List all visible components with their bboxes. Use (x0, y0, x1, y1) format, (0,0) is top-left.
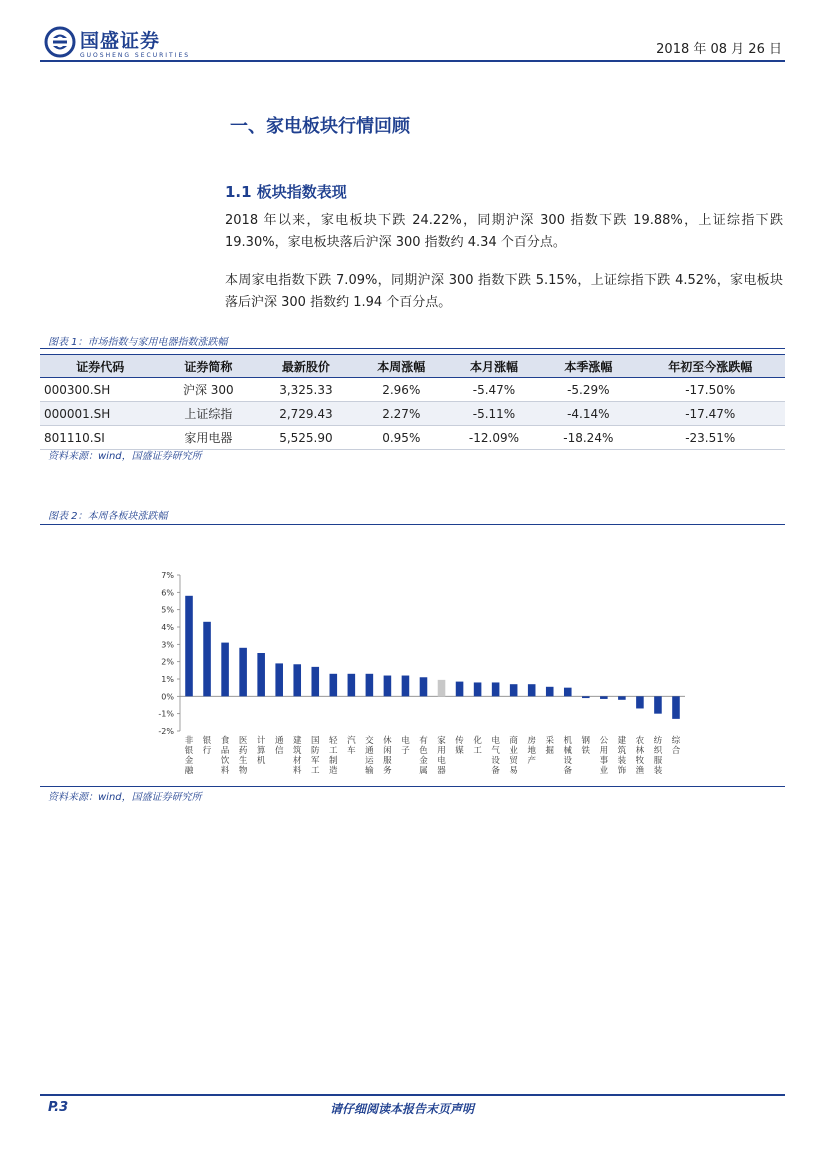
col-header-price: 最新股价 (256, 355, 356, 378)
paragraph-ytd: 2018 年以来，家电板块下跌 24.22%，同期沪深 300 指数下跌 19.88%，上证综指下跌 19.30%，家电板块落后沪深 300 指数约 4.34 个百分点。 (225, 213, 783, 250)
bar (402, 676, 410, 697)
x-tick-label: 汽车 (347, 736, 356, 756)
bar (492, 682, 500, 696)
col-header-code: 证券代码 (40, 355, 161, 378)
x-tick-label: 医药生物 (238, 736, 248, 776)
bar (384, 676, 392, 697)
bar (311, 667, 319, 696)
sector-bar-chart (140, 560, 700, 780)
market-index-table (40, 354, 785, 450)
table-header-row (40, 355, 785, 378)
figure2-bottom-rule (40, 786, 785, 787)
x-tick-label: 有色金属 (419, 736, 428, 776)
bar (654, 696, 662, 713)
bar (618, 696, 626, 699)
bar (528, 684, 536, 696)
bar (185, 596, 193, 697)
y-tick-label: 6% (161, 588, 174, 598)
y-tick-label: 1% (161, 675, 174, 684)
bar (257, 653, 265, 696)
cell-name: 上证综指 (161, 402, 256, 426)
x-tick-label: 国防军工 (311, 736, 320, 776)
cell-name: 家用电器 (161, 426, 256, 450)
cell-month: -12.09% (447, 426, 541, 450)
bar (221, 643, 229, 697)
y-tick-label: 2% (161, 657, 174, 667)
brand-name: 国盛证券 (80, 30, 161, 52)
cell-ytd: -17.47% (636, 402, 786, 426)
cell-week: 2.96% (356, 378, 447, 402)
y-tick-label: 3% (161, 640, 174, 650)
table1-caption: 图表 1：市场指数与家用电器指数涨跌幅 (48, 337, 228, 348)
x-tick-label: 休闲服务 (383, 736, 392, 776)
section-title: 一、家电板块行情回顾 (230, 116, 410, 137)
bar (203, 622, 211, 697)
page-number: P.3 (48, 1100, 69, 1115)
y-tick-label: 7% (161, 571, 174, 580)
bar (239, 648, 247, 697)
cell-code: 000001.SH (40, 402, 161, 426)
bar (420, 677, 428, 696)
table1-caption-rule (40, 348, 785, 349)
table1-source: 资料来源：wind，国盛证券研究所 (48, 451, 202, 462)
x-tick-label: 传媒 (455, 736, 464, 756)
disclaimer-note: 请仔细阅读本报告末页声明 (330, 1102, 475, 1116)
bar (275, 663, 283, 696)
table-row (40, 378, 785, 402)
x-tick-label: 房地产 (527, 736, 536, 766)
figure2-source: 资料来源：wind，国盛证券研究所 (48, 792, 202, 803)
x-tick-label: 建筑材料 (292, 736, 302, 776)
footer-divider (40, 1094, 785, 1096)
y-tick-label: 0% (161, 692, 174, 702)
cell-code: 801110.SI (40, 426, 161, 450)
report-date: 2018 年 08 月 26 日 (656, 42, 782, 57)
col-header-month: 本月涨幅 (447, 355, 541, 378)
cell-month: -5.47% (447, 378, 541, 402)
logo-icon (44, 26, 76, 58)
cell-month: -5.11% (447, 402, 541, 426)
bar (293, 664, 301, 696)
y-tick-label: 5% (161, 605, 174, 615)
x-tick-label: 化工 (473, 736, 482, 756)
table-row (40, 402, 785, 426)
x-tick-label: 计算机 (256, 736, 266, 766)
bar (366, 674, 374, 697)
x-tick-label: 食品饮料 (220, 736, 230, 776)
x-tick-label: 轻工制造 (329, 736, 338, 776)
col-header-week: 本周涨幅 (356, 355, 447, 378)
bar (348, 674, 356, 697)
col-header-name: 证券简称 (161, 355, 256, 378)
cell-quarter: -18.24% (541, 426, 635, 450)
figure2-caption-rule (40, 524, 785, 525)
bar (330, 674, 338, 697)
cell-price: 3,325.33 (256, 378, 356, 402)
x-tick-label: 家用电器 (437, 736, 446, 776)
x-tick-label: 建筑装饰 (617, 736, 627, 776)
x-tick-label: 通信 (274, 736, 284, 756)
figure2-caption: 图表 2：本周各板块涨跌幅 (48, 511, 168, 522)
x-tick-label: 电气设备 (491, 736, 500, 776)
cell-ytd: -23.51% (636, 426, 786, 450)
bar (564, 688, 572, 697)
x-tick-label: 电子 (401, 736, 410, 756)
bar (456, 682, 464, 697)
x-tick-label: 公用事业 (599, 736, 609, 776)
cell-code: 000300.SH (40, 378, 161, 402)
x-tick-label: 交通运输 (365, 736, 374, 776)
brand-logo (44, 24, 191, 64)
col-header-ytd: 年初至今涨跌幅 (636, 355, 786, 378)
x-tick-label: 综合 (671, 736, 681, 756)
x-tick-label: 农林牧渔 (635, 736, 645, 776)
y-tick-label: 4% (161, 623, 174, 632)
y-tick-label: -1% (158, 709, 174, 719)
bar (582, 696, 590, 698)
cell-ytd: -17.50% (636, 378, 786, 402)
x-tick-label: 商业贸易 (509, 736, 518, 776)
header-divider (40, 60, 785, 62)
x-tick-label: 非银金融 (184, 736, 194, 776)
x-tick-label: 纺织服装 (653, 736, 663, 776)
col-header-quarter: 本季涨幅 (541, 355, 635, 378)
x-tick-label: 银行 (202, 736, 212, 756)
bar (546, 687, 554, 697)
cell-week: 2.27% (356, 402, 447, 426)
x-tick-label: 采掘 (545, 736, 554, 756)
cell-quarter: -5.29% (541, 378, 635, 402)
bar (600, 696, 608, 699)
subsection-title: 1.1 板块指数表现 (225, 183, 347, 201)
bar (438, 680, 446, 696)
cell-week: 0.95% (356, 426, 447, 450)
brand-subname: GUOSHENG SECURITIES (80, 52, 191, 59)
bar (510, 684, 518, 696)
cell-name: 沪深 300 (161, 378, 256, 402)
bar (672, 696, 680, 719)
bar (636, 696, 644, 708)
x-tick-label: 钢铁 (581, 736, 591, 756)
bar (474, 682, 482, 696)
y-tick-label: -2% (158, 727, 174, 736)
cell-price: 5,525.90 (256, 426, 356, 450)
cell-quarter: -4.14% (541, 402, 635, 426)
x-tick-label: 机械设备 (563, 736, 573, 776)
cell-price: 2,729.43 (256, 402, 356, 426)
table-row (40, 426, 785, 450)
paragraph-week: 本周家电指数下跌 7.09%，同期沪深 300 指数下跌 5.15%，上证综指下跌 4.52%，家电板块落后沪深 300 指数约 1.94 个百分点。 (225, 273, 783, 310)
